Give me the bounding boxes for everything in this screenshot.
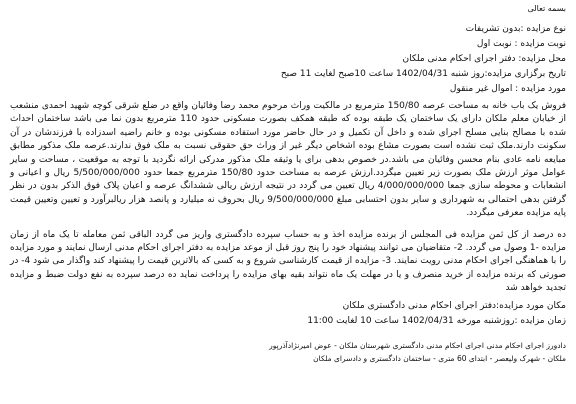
auction-round: نوبت مزایده : نوبت اول	[476, 39, 566, 49]
auction-datetime: تاریخ برگزاری مزایده:روز شنبه 1402/04/31 ساعت 10صبح لغایت 11 صبح	[280, 69, 566, 79]
auction-subject: مورد مزایده : اموال غیر منقول	[449, 84, 566, 94]
auction-type: نوع مزایده :بدون تشریفات	[465, 24, 566, 34]
signature-line: دادورز اجرای احکام مدنی اجرای احکام مدنی دادگستری شهرستان ملکان - عوض امیرنژادآذرپور	[269, 340, 566, 350]
auction-terms: ده درصد از کل ثمن مزایده فی المجلس از برنده مزایده اخذ و به حساب سپرده دادگستری واریز می گردد الباقی ثمن معامله تا یک ماه از زمان مزایده -1 وصول می گردد. 2- متقاضیان می توانند پیشنهاد خود را پنج روز قبل از موعد مزایده به دفتر اجرای احکام مدنی ارسال نمایند و مورد مزایده را با هماهنگی اجرای احکام مدنی رویت نمایند. 3- مزایده از قیمت کارشناسی شروع و به کسی که بالاترین قیمت را پیشنهاد کند واگذار می شود 4- در صورتی که برنده مزایده از خرید منصرف و یا در مهلت یک ماه نتواند بقیه بهای مزایده را پرداخت نماید ده درصد سپرده به نفع دولت ضبط و مزایده تجدید خواهد شد	[10, 229, 567, 294]
auction-venue: محل مزایده: دفتر اجرای احکام مدنی ملکان	[402, 54, 566, 64]
closing-location: مکان مورد مزایده:دفتر اجرای احکام مدنی دادگستری ملکان	[342, 300, 566, 311]
property-description: فروش یک باب خانه به مساحت عرصه 150/80 مترمربع در مالکیت وراث مرحوم محمد رضا وفائیان واقع در ضلع شرقی کوچه شهید احمدی منشعب از خیابان معلم ملکان دارای یک ساختمان یک طبقه بوده که طبقه همکف بصورت مسکونی حدود 110 مترمربع بدون نما می باشد ساختمان احداث شده با مصالح بنایی مسلح اجرای شده و داخل آن تکمیل و در حال حاضر مورد استفاده مسکونی بوده و خانم راضیه اسدزاده با فرزندشان در آن سکونت دارند.ملک ثبت نشده است بصورت مشاع بوده اشخاص دیگر غیر از وراث حق حقوقی نسبت به ملک فوق ندارند.عرصه ملک مذکور مطابق مبایعه نامه عادی بنام محسن وفائیان می باشد.در خصوص بدهی برای یا وثیقه ملک مذکور مدرکی ارائه نگردید با توجه به موقعیت ، مساحت و سایر عوامل موثر ارزش ملک بصورت زیر تعیین میگردد.ارزش عرصه به مساحت حدود 150/80 مترمربع جمعا حدود 5/500/000/000 ریال و اعیانی و انشعابات و محوطه سازی جمعا 4/000/000/000 ریال تعیین می گردد در نتیجه ارزش ریالی ششدانگ عرصه و اعیان پلاک فوق الذکر بدون در نظر گرفتن بدهی احتمالی به شهرداری و سایر بدون احتسابی مبلغ 9/500/000/000 ریال بحروف نه میلیارد و پانصد هزار ریالبرآورد و تعیین وتعیین قیمت پایه مزایده معرفی میگردد.	[10, 101, 567, 219]
address-line: ملکان - شهرک ولیعصر - ابتدای 60 متری - ساختمان دادگستری و دادسرای ملکان	[313, 353, 566, 363]
bismillah-header: بسمه تعالی	[527, 4, 566, 13]
closing-time: زمان مزایده :روزشنبه مورخه 1402/04/31 ساعت 10 لغایت 11:00	[307, 315, 566, 326]
footer	[10, 339, 566, 365]
